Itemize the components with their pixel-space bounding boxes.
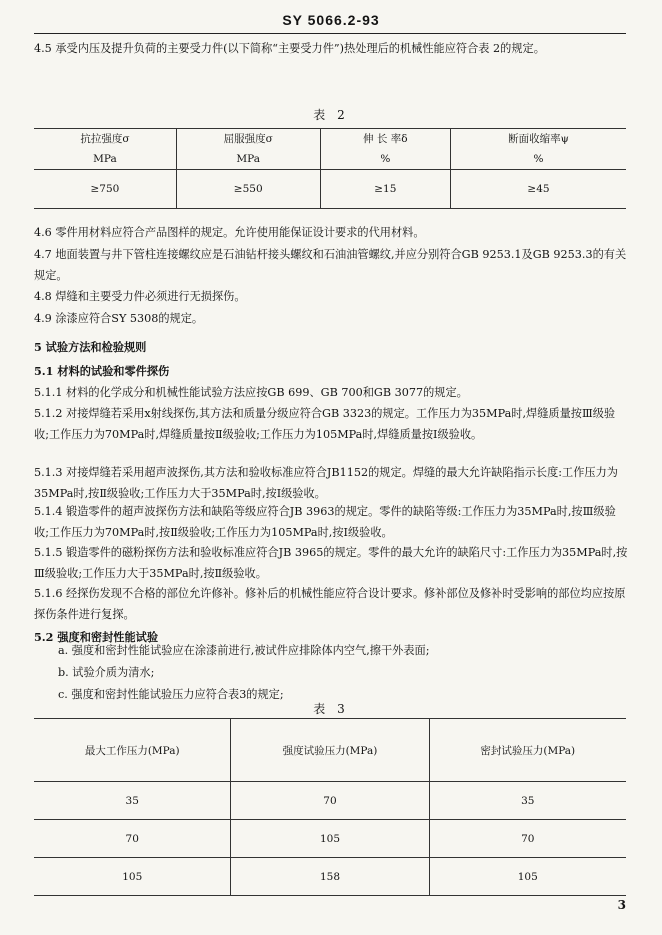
page-number: 3: [617, 898, 626, 912]
table3-cell: 35: [34, 782, 231, 820]
para-4-6: 4.6 零件用材料应符合产品图样的规定。允许使用能保证设计要求的代用材料。: [34, 226, 425, 239]
para-4-5: 4.5 承受内压及提升负荷的主要受力件(以下简称“主要受力件”)热处理后的机械性能应符合表 2的规定。: [34, 42, 545, 55]
section-5-1-heading: 5.1 材料的试验和零件探伤: [34, 364, 170, 378]
para-5-1-5: 5.1.5 锻造零件的磁粉探伤方法和验收标准应符合JB 3965的规定。零件的最大允许的缺陷尺寸:工作压力为35MPa时,按Ⅲ级验收;工作压力大于35MPa时,按Ⅱ级验收。: [34, 546, 628, 580]
table3-caption: 表 3: [313, 702, 349, 716]
table2-value-cell: ≥750: [34, 170, 176, 209]
table3-cell: 158: [231, 858, 429, 896]
table2-value-cell: ≥550: [176, 170, 320, 209]
table3-cell: 105: [34, 858, 231, 896]
table2-header-cell: 屈服强度σ MPa: [176, 129, 320, 170]
table2-value-cell: ≥15: [320, 170, 450, 209]
list-item-a: a. 强度和密封性能试验应在涂漆前进行,被试件应排除体内空气,擦干外表面;: [58, 644, 430, 657]
table3-cell: 70: [429, 820, 626, 858]
para-5-1-6: 5.1.6 经探伤发现不合格的部位允许修补。修补后的机械性能应符合设计要求。修补部位及修补时受影响的部位均应按原探伤条件进行复探。: [34, 587, 626, 621]
table3-cell: 70: [34, 820, 231, 858]
table3-cell: 105: [429, 858, 626, 896]
para-4-9: 4.9 涂漆应符合SY 5308的规定。: [34, 312, 204, 325]
section-5-heading: 5 试验方法和检验规则: [34, 340, 147, 354]
header-rule: [34, 33, 626, 34]
table2-value-cell: ≥45: [451, 170, 627, 209]
table3-cell: 35: [429, 782, 626, 820]
list-item-b: b. 试验介质为清水;: [58, 666, 155, 679]
table2-header-cell: 抗拉强度σ MPa: [34, 129, 176, 170]
para-5-1-1: 5.1.1 材料的化学成分和机械性能试验方法应按GB 699、GB 700和GB 3077的规定。: [34, 386, 468, 399]
para-5-1-3: 5.1.3 对接焊缝若采用超声波探伤,其方法和验收标准应符合JB1152的规定。焊缝的最大允许缺陷指示长度:工作压力为35MPa时,按Ⅱ级验收;工作压力大于35MPa时,按Ⅰ级验收。: [34, 466, 618, 500]
table3-header-cell: 强度试验压力(MPa): [231, 719, 429, 782]
table-3: [34, 718, 626, 896]
table3-header-cell: 最大工作压力(MPa): [34, 719, 231, 782]
table2-caption: 表 2: [313, 108, 349, 122]
table3-header-cell: 密封试验压力(MPa): [429, 719, 626, 782]
table2-header-cell: 伸 长 率δ %: [320, 129, 450, 170]
section-5-2-heading: 5.2 强度和密封性能试验: [34, 630, 159, 644]
para-4-7: 4.7 地面装置与井下管柱连接螺纹应是石油钻杆接头螺纹和石油油管螺纹,并应分别符合GB 9253.1及GB 9253.3的有关规定。: [34, 248, 627, 282]
standard-header: SY 5066.2-93: [282, 12, 380, 28]
table3-cell: 105: [231, 820, 429, 858]
table3-cell: 70: [231, 782, 429, 820]
para-4-8: 4.8 焊缝和主要受力件必须进行无损探伤。: [34, 290, 246, 303]
table-2: [34, 128, 626, 209]
table2-header-cell: 断面收缩率ψ %: [451, 129, 627, 170]
list-item-c: c. 强度和密封性能试验压力应符合表3的规定;: [58, 688, 284, 701]
para-5-1-4: 5.1.4 锻造零件的超声波探伤方法和缺陷等级应符合JB 3963的规定。零件的缺陷等级:工作压力为35MPa时,按Ⅲ级验收;工作压力为70MPa时,按Ⅱ级验收;工作压力为105MPa时,按Ⅰ级验收。: [34, 505, 616, 539]
para-5-1-2: 5.1.2 对接焊缝若采用x射线探伤,其方法和质量分级应符合GB 3323的规定。工作压力为35MPa时,焊缝质量按Ⅲ级验收;工作压力为70MPa时,焊缝质量按Ⅱ级验收;工作压力为105MPa时,焊缝质量按Ⅰ级验收。: [34, 407, 616, 441]
